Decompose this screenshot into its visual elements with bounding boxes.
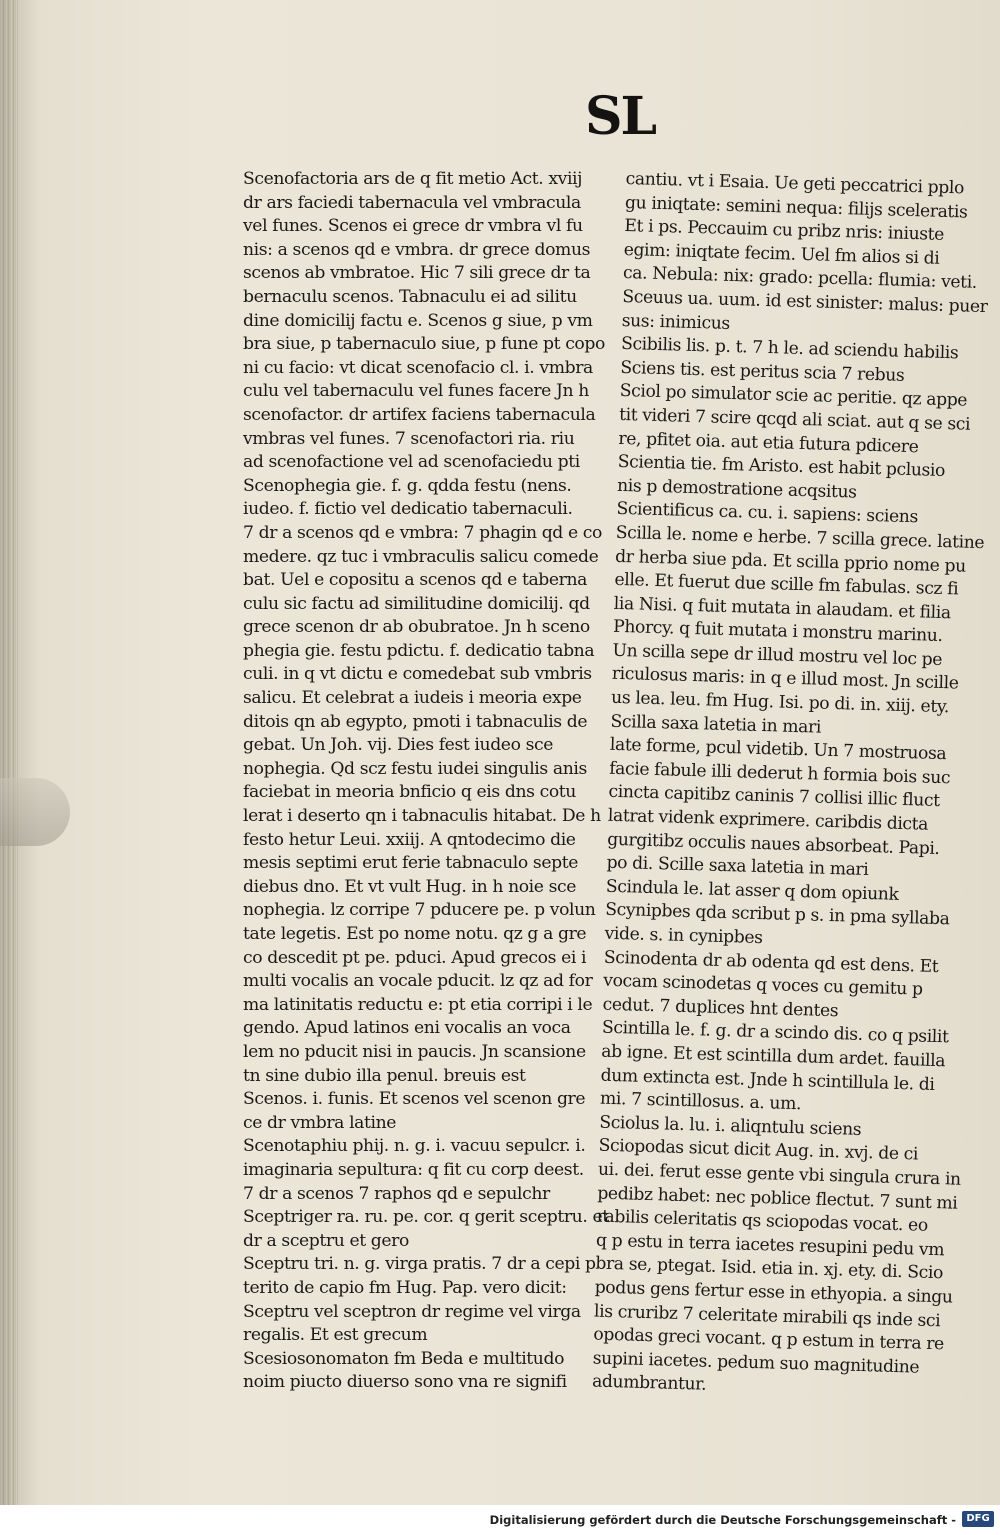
text-line: Sciopodas sicut dicit Aug. in. xvj. de ci bbox=[598, 1135, 919, 1165]
text-line: bat. Uel e copositu a scenos qd e taberna bbox=[243, 570, 588, 591]
text-line: iudeo. f. fictio vel dedicatio tabernaculi. bbox=[243, 499, 573, 520]
text-line: tit videri 7 scire qcqd ali sciat. aut q se sci bbox=[618, 404, 971, 435]
text-line: gendo. Apud latinos eni vocalis an voca bbox=[243, 1018, 571, 1039]
text-line: 7 dr a scenos 7 raphos qd e sepulchr bbox=[243, 1183, 550, 1204]
text-line: lia Nisi. q fuit mutata in alaudam. et filia bbox=[613, 593, 951, 623]
text-line: lis cruribz 7 celeritate mirabili qs inde sci bbox=[593, 1301, 941, 1331]
text-line: mesis septimi erut ferie tabnaculo septe bbox=[243, 853, 578, 874]
text-line: Scilla saxa latetia in mari bbox=[610, 711, 822, 738]
text-line: scenofactor. dr artifex faciens tabernacula bbox=[243, 404, 596, 425]
text-line: q p estu in terra iacetes resupini pedu vm bbox=[595, 1230, 945, 1261]
text-line: Scindula le. lat asser q dom opiunk bbox=[605, 876, 899, 905]
text-line: scenos ab vmbratoe. Hic 7 sili grece dr ta bbox=[243, 263, 591, 284]
text-line: Scientia tie. fm Aristo. est habit pclusio bbox=[617, 452, 946, 482]
text-line: dr herba siue pda. Et scilla pprio nome pu bbox=[614, 546, 967, 577]
text-line: riculosus maris: in q e illud most. Jn scille bbox=[611, 664, 959, 694]
text-line: vide. s. in cynipbes bbox=[604, 923, 763, 949]
text-line: sus: inimicus bbox=[621, 310, 731, 334]
text-line: Sceptru tri. n. g. virga pratis. 7 dr a cepi p bbox=[243, 1254, 596, 1275]
text-line: Scientificus ca. cu. i. sapiens: sciens bbox=[616, 499, 919, 528]
text-line: Scenos. i. funis. Et scenos vel scenon gre bbox=[243, 1089, 586, 1110]
text-line: facie fabule illi dederut h formia bois suc bbox=[608, 758, 951, 789]
text-line: vocam scinodetas q voces cu gemitu p bbox=[603, 970, 923, 1000]
text-line: rabilis celeritatis qs sciopodas vocat. eo bbox=[596, 1206, 929, 1236]
text-line: vel funes. Scenos ei grece dr vmbra vl fu bbox=[243, 216, 583, 237]
text-line: supini iacetes. pedum suo magnitudine bbox=[592, 1348, 920, 1378]
text-line: pedibz habet: nec poblice flectut. 7 sunt mi bbox=[597, 1183, 958, 1214]
text-line: vmbras vel funes. 7 scenofactori ria. riu bbox=[243, 428, 575, 449]
text-line: lerat i deserto qn i tabnaculis hitabat. De h bbox=[243, 806, 601, 827]
text-line: Sciens tis. est peritus scia 7 rebus bbox=[620, 357, 905, 386]
text-line: Un scilla sepe dr illud mostru vel loc pe bbox=[612, 640, 943, 670]
text-line: gurgitibz occulis naues absorbeat. Papi. bbox=[606, 829, 940, 859]
text-line: nophegia. Qd scz festu iudei singulis anis bbox=[243, 758, 587, 779]
text-line: elle. Et fuerut due scille fm fabulas. scz fi bbox=[614, 569, 959, 600]
text-line: ditois qn ab egypto, pmoti i tabnaculis de bbox=[243, 711, 588, 732]
text-line: salicu. Et celebrat a iudeis i meoria expe bbox=[243, 688, 582, 709]
left-text-column bbox=[243, 168, 609, 1395]
text-line: noim piucto diuerso sono vna re signifi bbox=[243, 1372, 567, 1393]
footer-bar bbox=[0, 1505, 1000, 1535]
text-line: ad scenofactione vel ad scenofaciedu pti bbox=[243, 452, 580, 473]
text-line: nophegia. lz corripe 7 pducere pe. p volun bbox=[243, 900, 596, 921]
text-line: Sciol po simulator scie ac peritie. qz appe bbox=[619, 381, 968, 411]
text-line: Sceuus ua. uum. id est sinister: malus: puer bbox=[622, 286, 988, 318]
text-line: grece scenon dr ab obubratoe. Jn h sceno bbox=[243, 617, 590, 638]
text-line: Scynipbes qda scribut p s. in pma syllaba bbox=[604, 900, 950, 930]
text-line: Sciolus la. lu. i. aliqntulu sciens bbox=[599, 1112, 862, 1140]
text-line: Sceptriger ra. ru. pe. cor. q gerit sceptru. et bbox=[243, 1207, 609, 1228]
text-line: Scintilla le. f. g. dr a scindo dis. co q psilit bbox=[601, 1018, 949, 1048]
text-line: multi vocalis an vocale pducit. lz qz ad for bbox=[243, 971, 593, 992]
text-line: nis p demostratione acqsitus bbox=[616, 475, 857, 503]
text-line: culu vel tabernaculu vel funes facere Jn h bbox=[243, 381, 589, 402]
book-page-edges bbox=[0, 0, 18, 1505]
text-line: Et i ps. Peccauim cu pribz nris: iniuste bbox=[624, 216, 945, 246]
text-line: ma latinitatis reductu e: pt etia corripi i le bbox=[243, 994, 593, 1015]
text-line: cincta capitibz caninis 7 collisi illic fluct bbox=[608, 782, 940, 812]
text-line: dr a sceptru et gero bbox=[243, 1230, 409, 1251]
text-line: co descedit pt pe. pduci. Apud grecos ei i bbox=[243, 947, 587, 968]
text-line: nis: a scenos qd e vmbra. dr grece domus bbox=[243, 239, 591, 260]
text-line: terito de capio fm Hug. Pap. vero dicit: bbox=[243, 1277, 567, 1298]
text-line: cantiu. vt i Esaia. Ue geti peccatrici pplo bbox=[625, 168, 965, 199]
text-line: faciebat in meoria bnficio q eis dns cotu bbox=[243, 782, 576, 803]
dfg-logo: DFG bbox=[962, 1511, 994, 1527]
text-line: culu sic factu ad similitudine domicilij. qd bbox=[243, 593, 590, 614]
text-line: podus gens fertur esse in ethyopia. a singu bbox=[594, 1277, 953, 1308]
text-line: 7 dr a scenos qd e vmbra: 7 phagin qd e co bbox=[243, 522, 602, 543]
text-line: us lea. leu. fm Hug. Isi. po di. in. xiij. ety. bbox=[610, 687, 950, 718]
text-line: phegia gie. festu pdictu. f. dedicatio tabna bbox=[243, 640, 595, 661]
text-line: ui. dei. ferut esse gente vbi singula crura in bbox=[597, 1159, 962, 1190]
text-line: Scenotaphiu phij. n. g. i. vacuu sepulcr. i. bbox=[243, 1136, 586, 1157]
text-line: tn sine dubio illa penul. breuis est bbox=[243, 1065, 526, 1086]
text-line: egim: iniqtate fecim. Uel fm alios si di bbox=[623, 239, 940, 269]
text-line: Scinodenta dr ab odenta qd est dens. Et bbox=[603, 947, 939, 977]
page-header: SL bbox=[584, 86, 656, 147]
text-line: bra se, ptegat. Isid. etia in. xj. ety. di. Scio bbox=[595, 1253, 944, 1284]
text-line: bra siue, p tabernaculo siue, p fune pt copo bbox=[243, 334, 605, 355]
text-line: dr ars faciedi tabernacula vel vmbracula bbox=[243, 192, 581, 213]
text-line: culi. in q vt dictu e comedebat sub vmbris bbox=[243, 664, 592, 685]
text-line: late forme, pcul videtib. Un 7 mostruosa bbox=[609, 735, 947, 765]
text-line: diebus dno. Et vt vult Hug. in h noie sce bbox=[243, 876, 577, 897]
book-clamp-shadow bbox=[0, 778, 70, 846]
text-line: latrat videnk exprimere. caribdis dicta bbox=[607, 805, 929, 835]
right-text-column bbox=[591, 168, 988, 1404]
text-line: festo hetur Leui. xxiij. A qntodecimo die bbox=[243, 829, 576, 850]
text-line: opodas greci vocant. q p estum in terra re bbox=[593, 1324, 945, 1355]
text-line: Scibilis lis. p. t. 7 h le. ad sciendu habilis bbox=[620, 334, 959, 364]
text-line: Scenophegia gie. f. g. qdda festu (nens. bbox=[243, 475, 572, 496]
text-line: tate legetis. Est po nome notu. qz g a gre bbox=[243, 924, 587, 944]
text-line: lem no pducit nisi in paucis. Jn scansione bbox=[243, 1041, 586, 1062]
text-line: regalis. Et est grecum bbox=[243, 1325, 428, 1346]
text-line: Phorcy. q fuit mutata i monstru marinu. bbox=[612, 617, 943, 647]
text-line: dine domicilij factu e. Scenos g siue, p vm bbox=[243, 310, 593, 331]
text-line: po di. Scille saxa latetia in mari bbox=[606, 852, 869, 881]
text-line: adumbrantur. bbox=[591, 1371, 707, 1395]
text-line: Scesiosonomaton fm Beda e multitudo bbox=[243, 1348, 565, 1369]
text-line: ni cu facio: vt dicat scenofacio cl. i. vmbra bbox=[243, 357, 593, 378]
text-line: Scilla le. nome e herbe. 7 scilla grece. latine bbox=[615, 522, 985, 554]
text-line: Sceptru vel sceptron dr regime vel virga bbox=[243, 1301, 581, 1322]
text-line: imaginaria sepultura: q fit cu corp deest. bbox=[243, 1159, 584, 1180]
text-line: re, pfitet oia. aut etia futura pdicere bbox=[618, 428, 919, 457]
text-line: ab igne. Et est scintilla dum ardet. fauilla bbox=[601, 1041, 946, 1072]
text-line: cedut. 7 duplices hnt dentes bbox=[602, 994, 839, 1022]
text-line: Scenofactoria ars de q fit metio Act. xviij bbox=[243, 169, 583, 189]
funding-credit: Digitalisierung gefördert durch die Deutsche Forschungsgemeinschaft - bbox=[489, 1513, 956, 1527]
text-line: gebat. Un Joh. vij. Dies fest iudeo sce bbox=[243, 735, 553, 756]
text-line: gu iniqtate: semini nequa: filijs sceleratis bbox=[624, 192, 968, 223]
text-line: medere. qz tuc i vmbraculis salicu comede bbox=[243, 546, 599, 567]
text-line: ca. Nebula: nix: grado: pcella: flumia: veti. bbox=[622, 263, 978, 294]
text-line: mi. 7 scintillosus. a. um. bbox=[599, 1088, 802, 1115]
text-line: dum extincta est. Jnde h scintillula le. di bbox=[600, 1065, 935, 1095]
text-line: ce dr vmbra latine bbox=[243, 1112, 397, 1133]
text-line: bernaculu scenos. Tabnaculu ei ad silitu bbox=[243, 286, 577, 307]
